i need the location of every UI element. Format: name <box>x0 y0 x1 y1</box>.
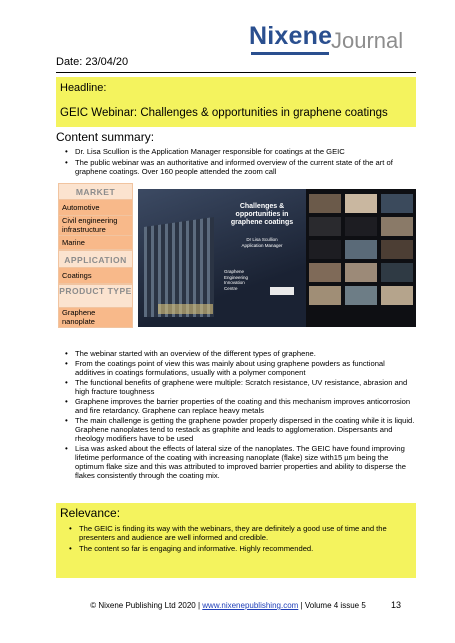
list-item: • Dr. Lisa Scullion is the Application Manager responsible for coatings at the GEIC <box>60 147 416 156</box>
summary-list <box>60 147 416 178</box>
logo-sub: Journal <box>331 28 404 53</box>
participant-tile <box>380 193 414 214</box>
logo-brand: Nixene <box>249 22 333 50</box>
market-item: Automotive <box>58 200 133 216</box>
participant-tile <box>380 285 414 306</box>
list-item: • From the coatings point of view this was mainly about using graphene powders as functional additives in coatings formulations, usually with a polymer component <box>60 359 416 377</box>
participant-tile <box>380 239 414 260</box>
list-item: • Graphene improves the barrier properties of the coating and this mechanism improves anticorrosion and fire retardancy. Graphene can replace heavy metals <box>60 397 416 415</box>
market-item: Civil engineering infrastructure <box>58 216 133 236</box>
list-item: • The main challenge is getting the graphene powder properly dispersed in the coating while it is liquid. Graphene nanoplates tend to restack as graphite and leads to agglomeration. Dispersants and rheology modifiers have to be used <box>60 416 416 443</box>
headline-label: Headline: <box>56 77 416 99</box>
application-heading: APPLICATION <box>58 250 133 268</box>
market-heading: MARKET <box>58 183 133 200</box>
participant-tile <box>308 262 342 283</box>
participant-tile <box>380 262 414 283</box>
participant-tile <box>344 239 378 260</box>
date-line: Date: 23/04/20 <box>56 56 416 73</box>
list-item: • The webinar started with an overview of the different types of graphene. <box>60 349 416 358</box>
product-type-heading: PRODUCT TYPE <box>58 284 133 308</box>
participant-tile <box>344 262 378 283</box>
list-item: • The public webinar was an authoritative and informed overview of the current state of the art of graphene coatings. Over 160 people attended the zoom call <box>60 158 416 176</box>
footer <box>58 601 398 610</box>
relevance-list <box>64 524 414 555</box>
participant-tile <box>344 285 378 306</box>
list-item: • The GEIC is finding its way with the webinars, they are definitely a good use of time and the presenters and audience are well informed and credible. <box>64 524 414 542</box>
relevance-heading: Relevance: <box>60 506 121 520</box>
logo-underline <box>251 52 329 55</box>
publisher-link[interactable]: www.nixenepublishing.com <box>202 601 299 610</box>
presentation-slide <box>138 189 306 327</box>
slide-presenter: Dr Lisa Scullion Application Manager <box>241 237 283 248</box>
page-number: 13 <box>391 600 402 610</box>
footer-copyright: © Nixene Publishing Ltd 2020 | <box>90 601 203 610</box>
participant-grid <box>306 189 416 327</box>
list-item: • The functional benefits of graphene were multiple: Scratch resistance, UV resistance, abrasion and high fracture toughness <box>60 378 416 396</box>
headline-title: GEIC Webinar: Challenges & opportunities in graphene coatings <box>56 99 416 127</box>
product-type-item: Graphene nanoplate <box>58 308 133 328</box>
category-sidebar <box>58 183 133 328</box>
participant-tile <box>344 193 378 214</box>
webinar-screenshot <box>138 189 416 327</box>
participant-tile <box>308 285 342 306</box>
participant-tile <box>308 216 342 237</box>
building-image <box>144 217 214 317</box>
participant-tile <box>344 216 378 237</box>
content-summary-heading: Content summary: <box>56 130 155 144</box>
slide-title: Challenges & opportunities in graphene coatings <box>230 203 294 226</box>
participant-tile <box>380 216 414 237</box>
participant-tile <box>308 239 342 260</box>
market-item: Marine <box>58 236 133 250</box>
slide-list: Graphene Engineering Innovation Centre <box>224 269 249 291</box>
nixene-journal-logo <box>249 22 419 54</box>
list-item: • The content so far is engaging and informative. Highly recommended. <box>64 544 414 553</box>
application-item: Coatings <box>58 268 133 284</box>
body-list <box>60 349 416 481</box>
participant-tile <box>308 193 342 214</box>
footer-volume: | Volume 4 issue 5 <box>298 601 366 610</box>
slide-logo <box>270 287 294 295</box>
list-item: • Lisa was asked about the effects of lateral size of the nanoplates. The GEIC have found improving lifetime performance of the coating with increasing nanoplate (flake) size with15 µm being the optimum flake size and this was attributed to improved barrier properties and ability to disperse the flakes consistently through the coating mix. <box>60 444 416 480</box>
